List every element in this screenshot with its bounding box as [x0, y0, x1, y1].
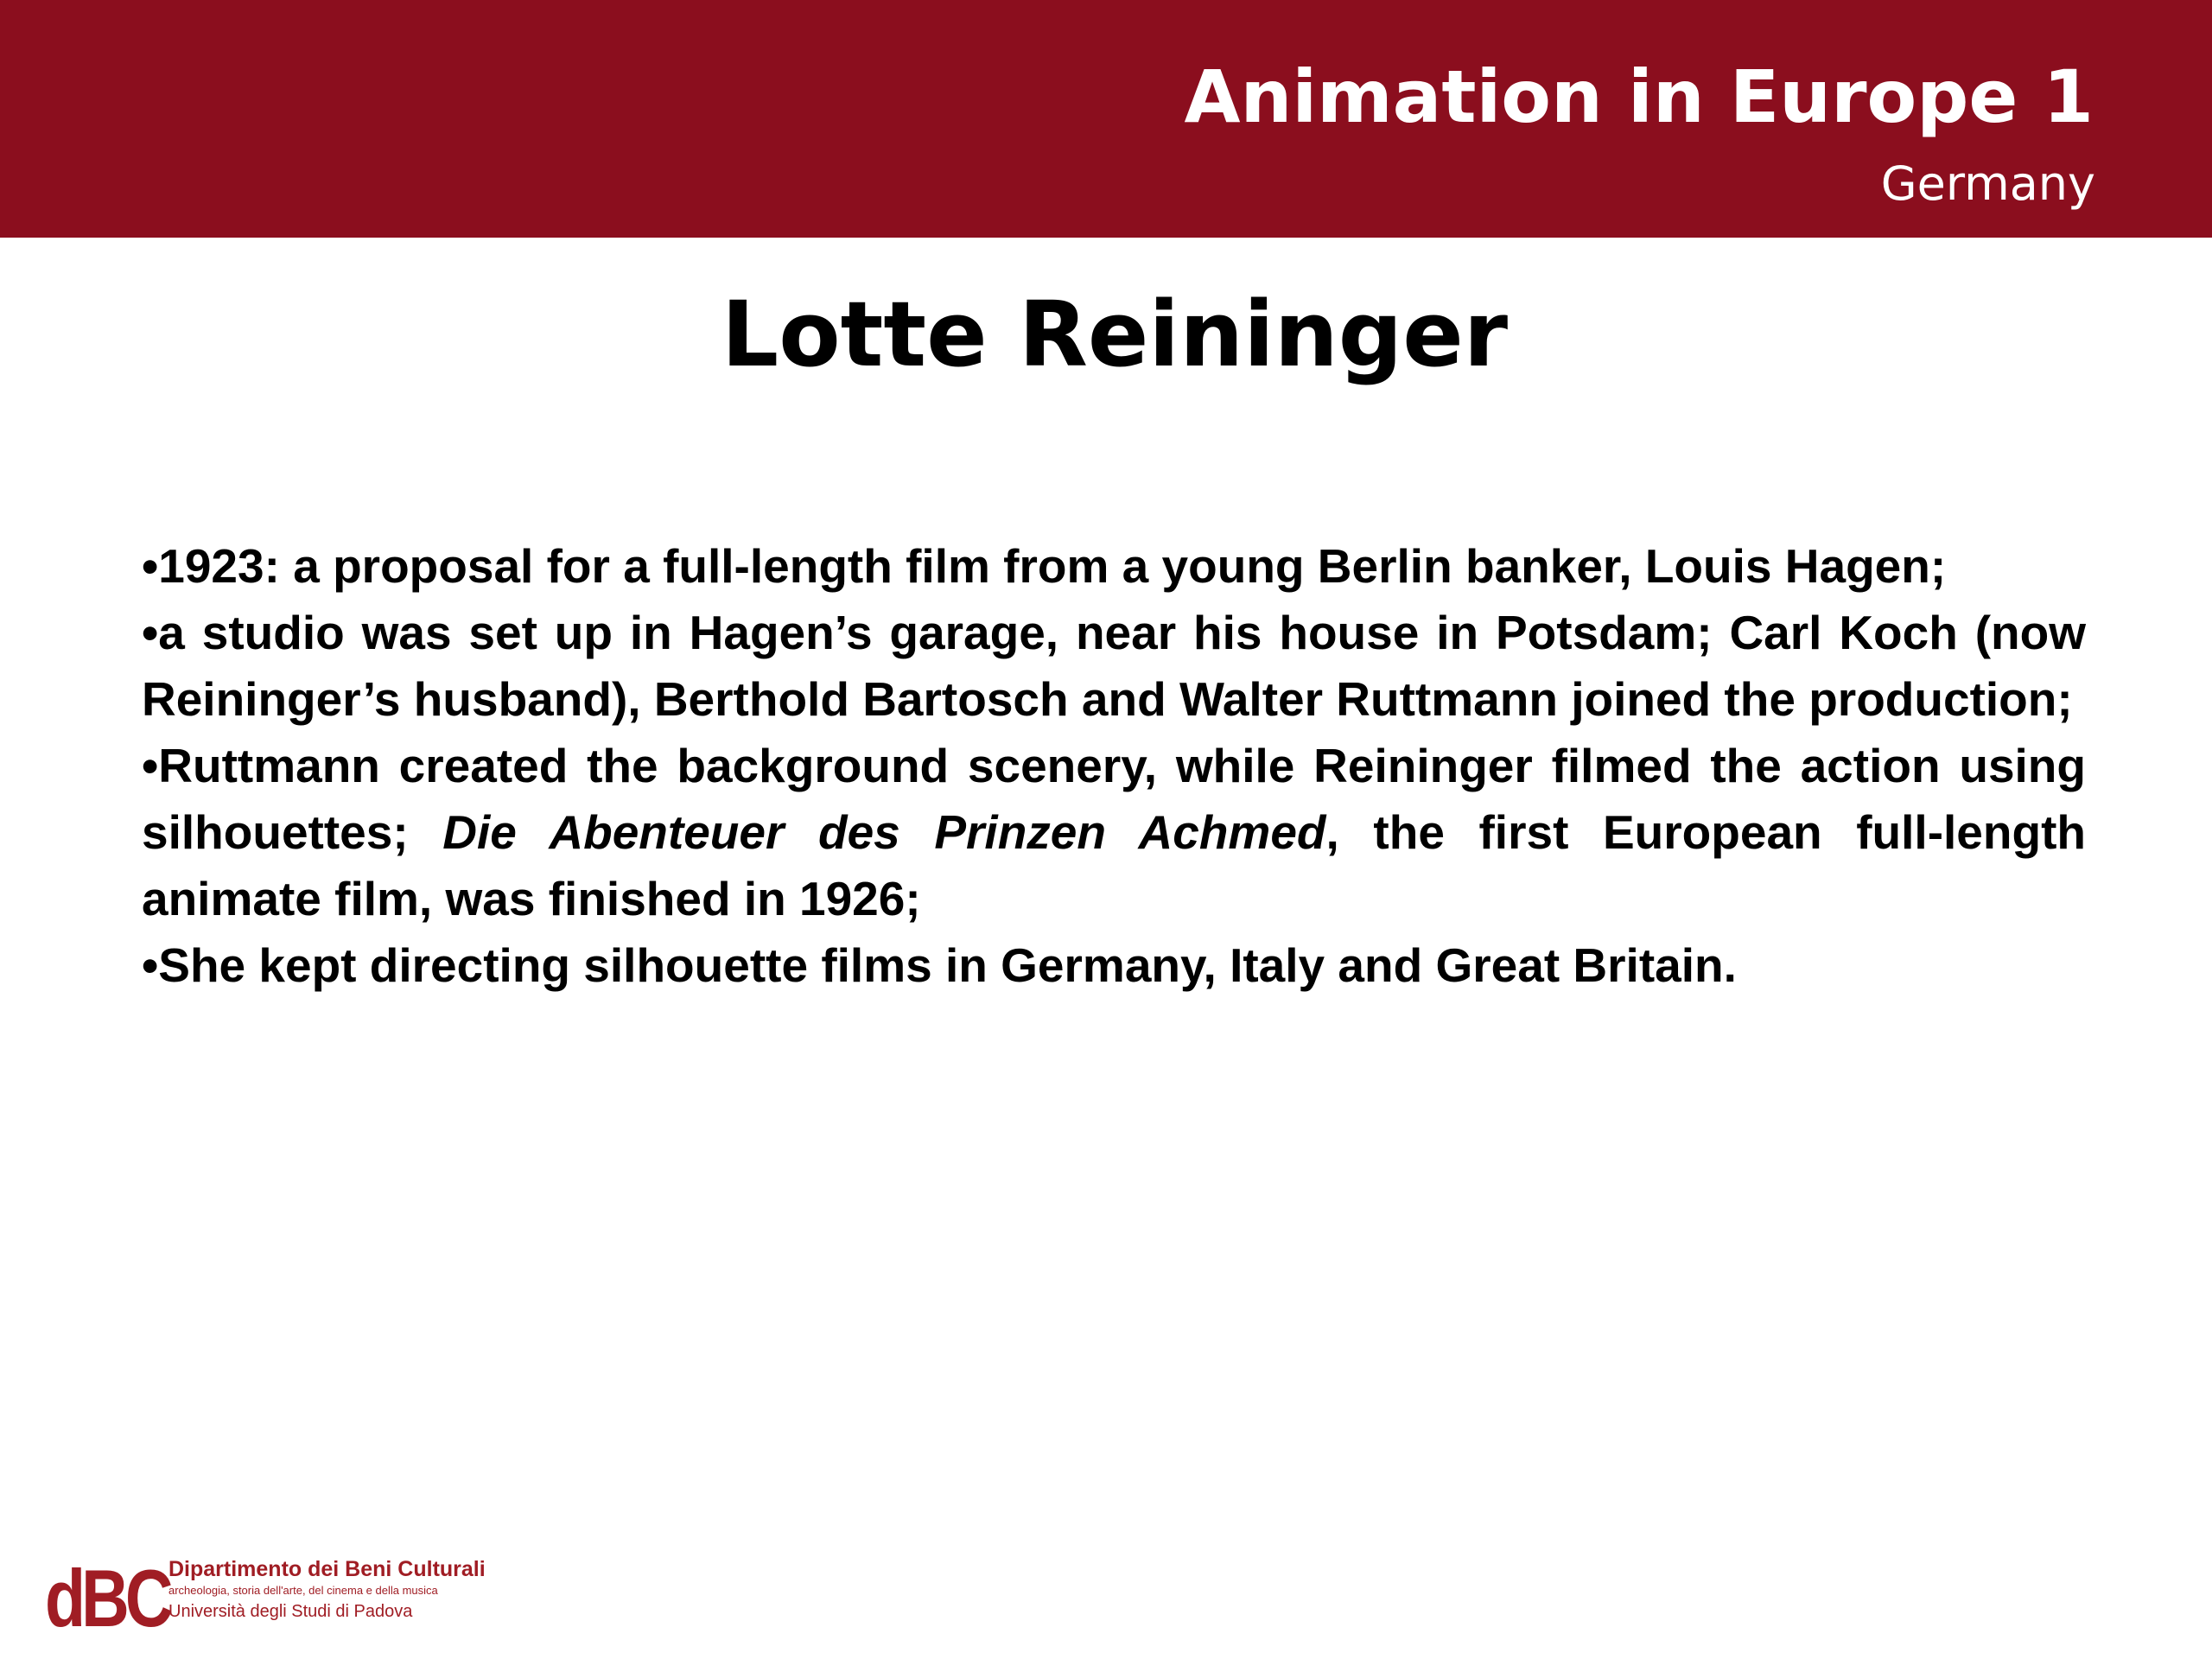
bullet-3-text-after: , the first European full-length animate film, was finished in 1926;: [142, 805, 2086, 925]
department-logo: [45, 1551, 512, 1643]
logo-mark: dBC: [45, 1553, 169, 1643]
bullet-4: •She kept directing silhouette films in Germany, Italy and Great Britain.: [142, 938, 1737, 992]
slide-content: [142, 533, 2086, 999]
header-title: Animation in Europe 1: [1184, 54, 2094, 139]
film-title: Die Abenteuer des Prinzen Achmed: [442, 805, 1326, 859]
header-bar: [0, 0, 2212, 238]
bullet-3: [142, 733, 2086, 932]
header-subtitle: Germany: [1880, 156, 2095, 211]
logo-university: Università degli Studi di Padova: [168, 1602, 413, 1621]
logo-department-name: Dipartimento dei Beni Culturali: [168, 1557, 486, 1581]
logo-tagline: archeologia, storia dell'arte, del cinema e della musica: [168, 1584, 438, 1597]
slide-title: Lotte Reininger: [721, 282, 1509, 387]
bullet-2: •a studio was set up in Hagen’s garage, near his house in Potsdam; Carl Koch (now Reininger’s husband), Berthold Bartosch and Walter Ruttmann joined the production;: [142, 606, 2086, 726]
bullet-3-text-before: •Ruttmann created the background scenery, while Reininger filmed the action using silhouettes;: [142, 739, 2086, 859]
bullet-1: •1923: a proposal for a full-length film from a young Berlin banker, Louis Hagen;: [142, 539, 1947, 593]
